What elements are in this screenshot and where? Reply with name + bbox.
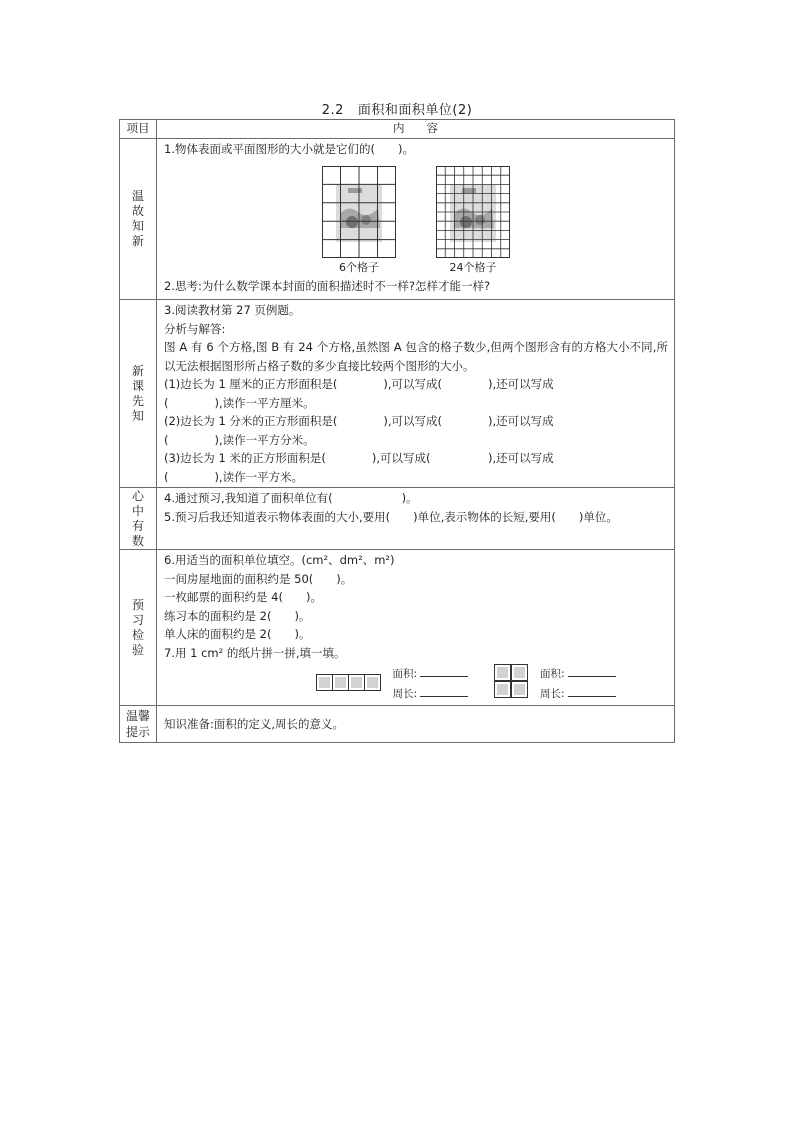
label-char: 检 bbox=[131, 627, 144, 642]
perimeter-blank[interactable] bbox=[568, 685, 616, 697]
grid-24-image bbox=[436, 166, 510, 258]
tile bbox=[348, 674, 365, 691]
label-review bbox=[120, 139, 157, 300]
row-tip bbox=[120, 706, 675, 743]
label-char: 新 bbox=[131, 234, 144, 248]
tile-strip-1x4 bbox=[316, 674, 380, 691]
label-char: 有 bbox=[131, 518, 144, 533]
label-char: 先 bbox=[131, 393, 144, 408]
tip-content bbox=[157, 706, 675, 743]
label-char: 习 bbox=[131, 612, 144, 627]
new-content bbox=[157, 300, 675, 488]
label-char: 新 bbox=[131, 363, 144, 378]
tile bbox=[332, 674, 349, 691]
item-3-b: ( ),读作一平方米。 bbox=[164, 469, 304, 484]
perimeter-label: 周长: bbox=[540, 688, 565, 700]
area-blank[interactable] bbox=[568, 665, 616, 677]
question-7: 7.用 1 cm² 的纸片拼一拼,填一填。 bbox=[164, 645, 346, 660]
question-6: 6.用适当的面积单位填空。(cm²、dm²、m²) bbox=[164, 553, 395, 567]
label-char: 提示 bbox=[125, 725, 150, 739]
fill-2: 一枚邮票的面积约是 4( )。 bbox=[164, 590, 322, 604]
square-fields bbox=[540, 664, 616, 704]
label-char: 温 bbox=[131, 189, 144, 203]
item-2-b: ( ),读作一平方分米。 bbox=[164, 432, 315, 447]
tile-square-2x2 bbox=[494, 664, 528, 698]
question-1: 1.物体表面或平面图形的大小就是它们的( )。 bbox=[164, 142, 414, 156]
row-check bbox=[120, 550, 675, 706]
row-mind bbox=[120, 488, 675, 550]
question-5: 5.预习后我还知道表示物体表面的大小,要用( )单位,表示物体的长短,要用( )单位。 bbox=[164, 509, 618, 524]
label-char: 中 bbox=[131, 503, 144, 518]
label-char: 心 bbox=[131, 488, 144, 503]
row-review bbox=[120, 139, 675, 300]
label-char: 温馨 bbox=[125, 709, 150, 723]
tip-text: 知识准备:面积的定义,周长的意义。 bbox=[164, 716, 345, 731]
label-char: 知 bbox=[131, 219, 144, 233]
question-3: 3.阅读教材第 27 页例题。 bbox=[164, 303, 301, 317]
area-blank[interactable] bbox=[420, 665, 468, 677]
label-char: 课 bbox=[131, 378, 144, 393]
grid-6-image bbox=[322, 166, 396, 258]
tile bbox=[494, 664, 511, 681]
item-3-a: (3)边长为 1 米的正方形面积是( ),可以写成( ),还可以写成 bbox=[164, 451, 554, 465]
area-label: 面积: bbox=[540, 668, 565, 680]
tile bbox=[494, 681, 511, 698]
mind-content bbox=[157, 488, 675, 550]
figure-row bbox=[164, 166, 668, 275]
section-number: 2.2 bbox=[321, 103, 344, 118]
analysis-paragraph: 图 A 有 6 个方格,图 B 有 24 个方格,虽然图 A 包含的格子数少,但两个图形含有的方格大小不同,所以无法根据图形所占格子数的多少直接比较两个图形的大小。 bbox=[164, 340, 668, 373]
question-2: 2.思考:为什么数学课本封面的面积描述时不一样?怎样才能一样? bbox=[164, 278, 491, 293]
tile bbox=[511, 664, 528, 681]
review-content bbox=[157, 139, 675, 300]
fill-1: 一间房屋地面的面积约是 50( )。 bbox=[164, 571, 353, 586]
item-1-b: ( ),读作一平方厘米。 bbox=[164, 395, 315, 410]
strip-fields bbox=[392, 664, 468, 704]
page-title bbox=[0, 99, 794, 118]
header-col-item: 项目 bbox=[120, 120, 157, 139]
section-title: 面积和面积单位(2) bbox=[357, 103, 473, 118]
perimeter-blank[interactable] bbox=[420, 685, 468, 697]
fill-3: 练习本的面积约是 2( )。 bbox=[164, 608, 311, 623]
row-new bbox=[120, 300, 675, 488]
worksheet-table bbox=[119, 119, 675, 743]
perimeter-label: 周长: bbox=[392, 688, 417, 700]
fill-4: 单人床的面积约是 2( )。 bbox=[164, 627, 311, 641]
label-char: 预 bbox=[131, 597, 144, 612]
check-content bbox=[157, 550, 675, 706]
tile bbox=[316, 674, 333, 691]
analysis-label: 分析与解答: bbox=[164, 321, 226, 336]
figure-a bbox=[322, 166, 396, 275]
area-label: 面积: bbox=[392, 668, 417, 680]
label-check bbox=[120, 550, 157, 706]
figure-b bbox=[436, 166, 510, 275]
label-tip bbox=[120, 706, 157, 743]
header-col-content: 内容 bbox=[157, 120, 675, 139]
label-char: 故 bbox=[131, 204, 144, 218]
question-4: 4.通过预习,我知道了面积单位有( )。 bbox=[164, 491, 418, 505]
tile bbox=[511, 681, 528, 698]
label-new bbox=[120, 300, 157, 488]
item-2-a: (2)边长为 1 分米的正方形面积是( ),可以写成( ),还可以写成 bbox=[164, 414, 554, 428]
tile bbox=[364, 674, 381, 691]
header-row bbox=[120, 120, 675, 139]
label-char: 知 bbox=[131, 408, 144, 423]
figure-a-caption: 6个格子 bbox=[339, 260, 379, 274]
label-char: 验 bbox=[131, 642, 144, 657]
label-mind bbox=[120, 488, 157, 550]
label-char: 数 bbox=[131, 533, 144, 548]
tiles-row bbox=[164, 664, 668, 704]
item-1-a: (1)边长为 1 厘米的正方形面积是( ),可以写成( ),还可以写成 bbox=[164, 377, 554, 391]
figure-b-caption: 24个格子 bbox=[449, 260, 497, 274]
